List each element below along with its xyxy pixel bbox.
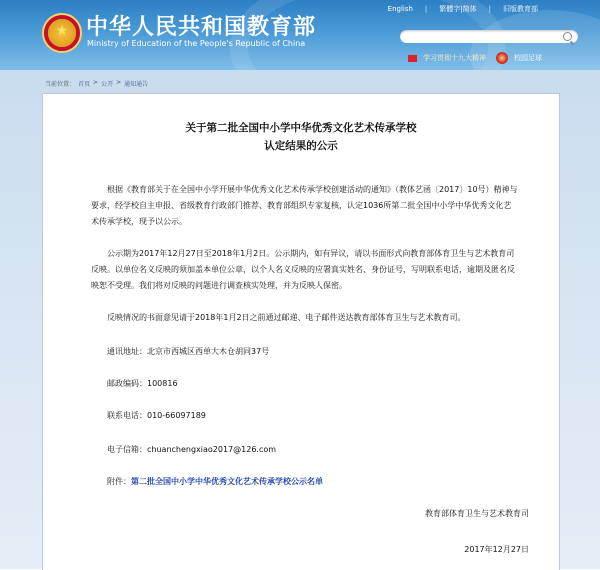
link-old-version[interactable]: 旧版教育部 <box>503 5 538 13</box>
flag-icon <box>408 55 417 62</box>
attachment-line <box>107 476 323 488</box>
football-badge-icon <box>496 52 508 64</box>
article-paragraph: 根据《教育部关于在全国中小学开展中华优秀文化艺术传承学校创建活动的通知》（教体艺函〔2017〕10号）精神与要求，经学校自主申报、省级教育行政部门推荐、教育部组织专家复核，认定1036所第二批全国中小学中华优秀文化艺术传承学校，现予以公示。 <box>91 185 518 226</box>
contact-postcode: 邮政编码：100816 <box>107 379 178 388</box>
breadcrumb-sep: > <box>116 79 122 86</box>
article-paragraph: 公示期为2017年12月27日至2018年1月2日。公示期内，如有异议，请以书面形式向教育部体育卫生与艺术教育司反映。以单位名义反映的须加盖本单位公章，以个人名义反映的应署真实姓名、身份证号，写明联系电话，逾期及匿名反映恕不受理。我们将对反映的问题进行调查核实处理，并为反映人保密。 <box>91 249 515 290</box>
breadcrumb <box>45 79 148 89</box>
campus-football-link[interactable]: 校园足球 <box>514 54 542 62</box>
link-traditional-simplified[interactable]: 繁體字|简体 <box>439 5 477 13</box>
link-separator: | <box>424 5 428 13</box>
site-title[interactable]: 中华人民共和国教育部 <box>86 15 317 40</box>
contact-email: 电子信箱：chuanchengxiao2017@126.com <box>107 445 277 454</box>
link-english[interactable]: English <box>387 5 413 13</box>
publish-date: 2017年12月27日 <box>464 545 529 554</box>
link-separator: | <box>488 5 491 13</box>
breadcrumb-home[interactable]: 首页 <box>78 81 91 88</box>
attachment-link[interactable]: 第二批全国中小学中华优秀文化艺术传承学校公示名单 <box>131 477 323 486</box>
article-paragraph: 反映情况的书面意见请于2018年1月2日之前通过邮递、电子邮件送达教育部体育卫生与艺术教育司。 <box>107 313 466 322</box>
breadcrumb-label: 当前位置： <box>45 81 76 88</box>
search-icon[interactable] <box>563 32 572 41</box>
contact-phone: 联系电话：010-66097189 <box>107 411 206 420</box>
national-emblem-icon[interactable] <box>42 13 82 53</box>
site-subtitle: Ministry of Education of the People's Republic of China <box>87 39 306 48</box>
breadcrumb-public[interactable]: 公开 <box>101 81 114 88</box>
search-input[interactable] <box>400 37 558 50</box>
article-panel <box>42 93 560 570</box>
search-box <box>400 30 578 43</box>
promo-link[interactable]: 学习贯彻十九大精神 <box>423 54 486 62</box>
article-title: 关于第二批全国中小学中华优秀文化艺术传承学校 <box>185 122 417 134</box>
signature: 教育部体育卫生与艺术教育司 <box>425 509 529 518</box>
promo-bar <box>408 50 542 66</box>
emblem-star-icon: ★ <box>55 23 69 39</box>
breadcrumb-notices[interactable]: 通知通告 <box>124 81 149 88</box>
article-title: 认定结果的公示 <box>264 140 338 152</box>
site-header <box>0 0 600 70</box>
breadcrumb-sep: > <box>93 79 99 86</box>
attachment-label: 附件： <box>107 477 131 486</box>
contact-address: 通讯地址：北京市西城区西单大木仓胡同37号 <box>107 347 270 356</box>
top-links <box>384 3 542 15</box>
